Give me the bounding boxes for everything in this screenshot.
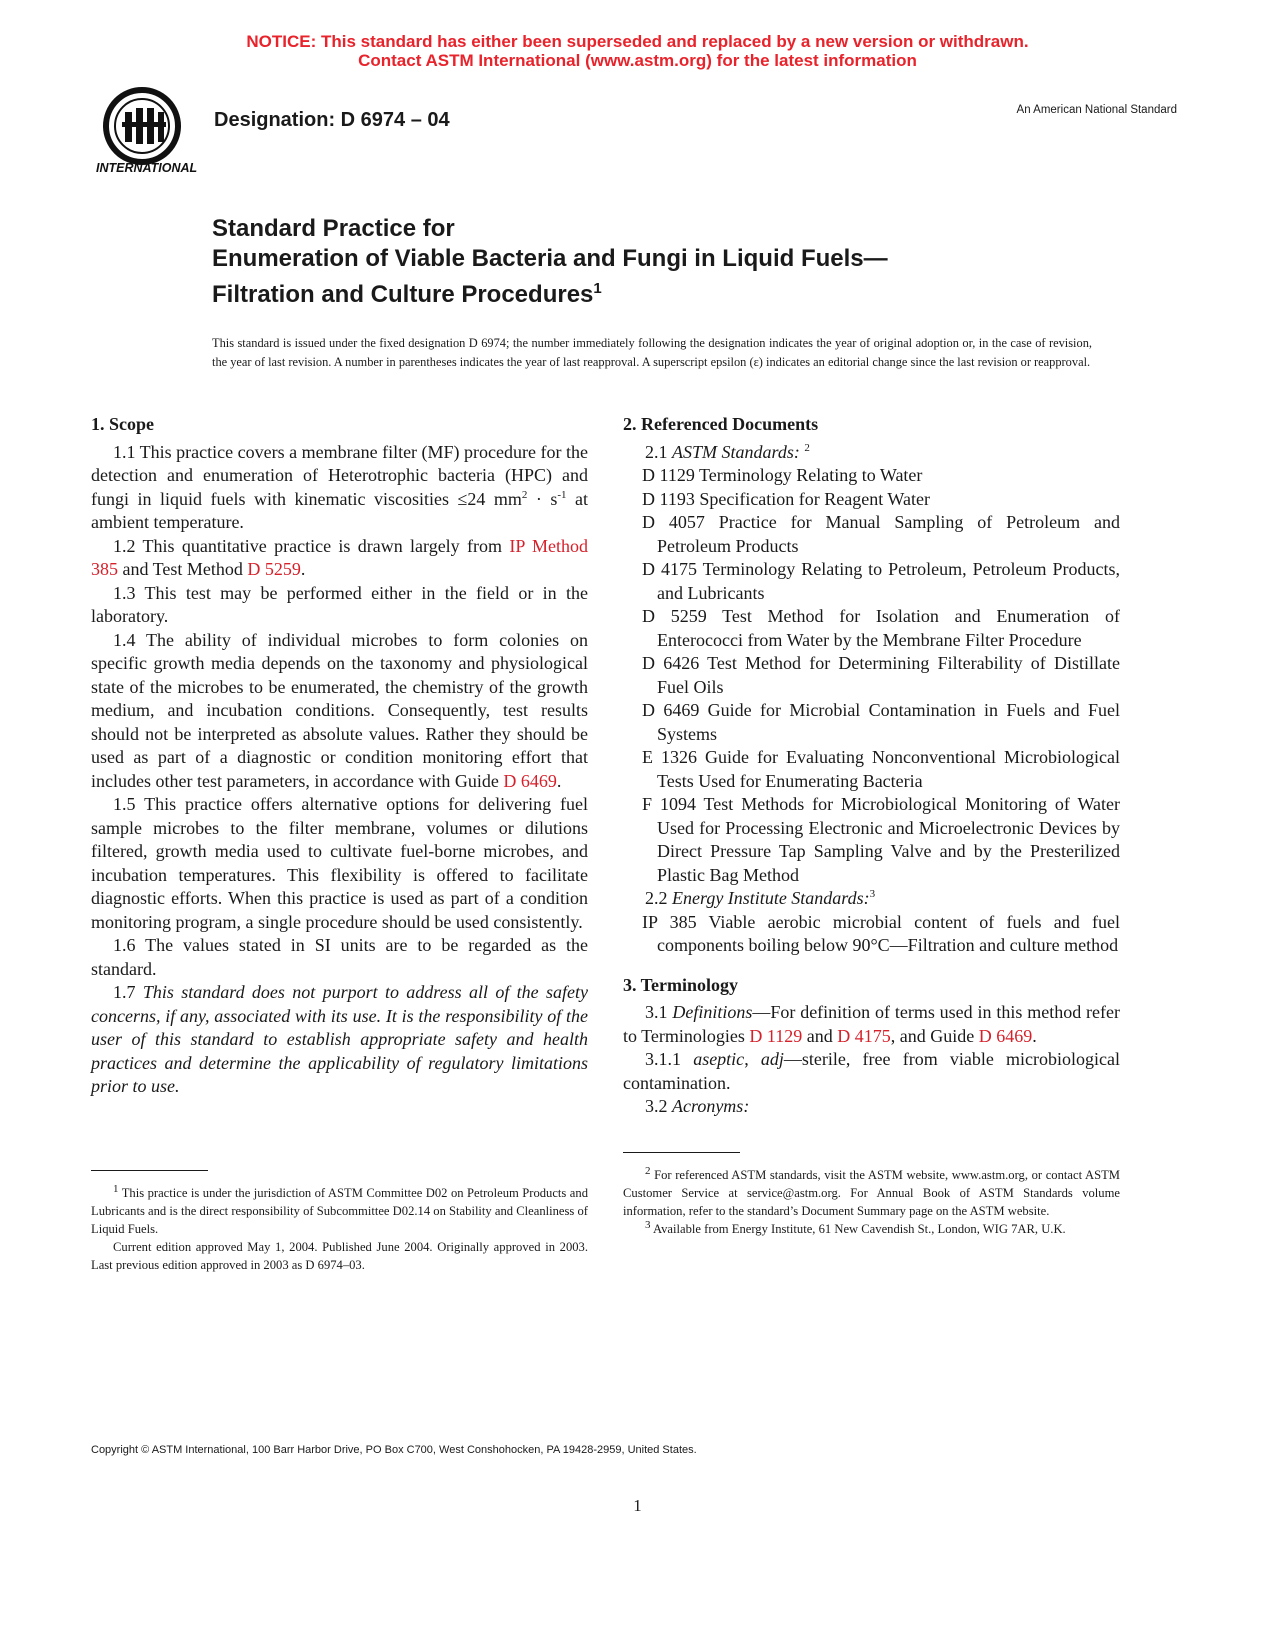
footnotes-left xyxy=(91,1184,588,1274)
link-d6469[interactable]: D 6469 xyxy=(503,770,557,791)
ref-item: D 5259 Test Method for Isolation and Enumeration of Enterococci from Water by the Membrane Filter Procedure xyxy=(642,606,1120,650)
footnote-rule-left xyxy=(91,1170,208,1171)
footnote-2-text: For referenced ASTM standards, visit the ASTM website, www.astm.org, or contact ASTM Customer Service at service@astm.org. For Annual Book of ASTM Standards volume information, refer to the standard’s Document Summary page on the ASTM website. xyxy=(623,1168,1120,1218)
para-1-3: 1.3 This test may be performed either in the field or in the laboratory. xyxy=(91,582,588,626)
link-d1129[interactable]: D 1129 xyxy=(749,1025,803,1046)
para-1-1-end: at ambient temperature. xyxy=(91,488,588,532)
para-1-1-mid: · s xyxy=(527,488,558,509)
para-3-1-label: Definitions xyxy=(672,1002,753,1022)
document-title xyxy=(212,214,888,310)
para-2-2-num: 2.2 xyxy=(645,888,672,908)
link-ip-385[interactable]: IP Method 385 xyxy=(91,535,588,579)
para-1-2-c: . xyxy=(300,559,306,579)
notice-line-1: NOTICE: This standard has either been superseded and replaced by a new version or withdrawn. xyxy=(246,32,1029,51)
para-3-1-1-num: 3.1.1 xyxy=(645,1049,694,1069)
notice-line-2: Contact ASTM International (www.astm.org) for the latest information xyxy=(358,51,917,70)
para-3-1-a: —For definition of terms used in this method refer to Terminologies xyxy=(623,1002,1120,1046)
title-footnote-mark: 1 xyxy=(593,280,602,297)
para-1-2-a: 1.2 This quantitative practice is drawn largely from xyxy=(113,535,510,556)
issue-note: This standard is issued under the fixed designation D 6974; the number immediately following the designation indicates the year of original adoption or, in the case of revision, the year of last revision. A number in parentheses indicates the year of last reapproval. A superscript epsilon (ε) indicates an editorial change since the last revision or reapproval. xyxy=(212,336,1092,369)
ref-item: D 1193 Specification for Reagent Water xyxy=(642,488,930,509)
section-referenced-heading: 2. Referenced Documents xyxy=(623,414,819,434)
para-2-1-label: ASTM Standards: xyxy=(672,441,800,462)
para-1-7 xyxy=(91,981,588,1099)
para-2-2 xyxy=(623,887,1120,911)
ref-item: D 6426 Test Method for Determining Filterability of Distillate Fuel Oils xyxy=(642,653,1120,697)
title-line-2: Enumeration of Viable Bacteria and Fungi in Liquid Fuels— xyxy=(212,245,888,272)
ref-item: F 1094 Test Methods for Microbiological Monitoring of Water Used for Processing Electronic and Microelectronic Devices by Direct Pressure Tap Sampling Valve and by the Presterilized Plastic Bag Method xyxy=(642,794,1120,885)
copyright: Copyright © ASTM International, 100 Barr Harbor Drive, PO Box C700, West Conshohocken, PA 19428-2959, United States. xyxy=(91,1444,697,1456)
ref-item: D 4057 Practice for Manual Sampling of Petroleum and Petroleum Products xyxy=(642,512,1120,556)
para-1-4-b: . xyxy=(556,770,562,791)
para-2-1-sup: 2 xyxy=(804,441,810,454)
link-d6469-guide[interactable]: D 6469 xyxy=(978,1025,1033,1046)
ref-item: E 1326 Guide for Evaluating Nonconventional Microbiological Tests Used for Enumerating Bacteria xyxy=(642,747,1120,791)
para-1-1-sup2: -1 xyxy=(557,488,567,501)
footnote-3 xyxy=(623,1220,1120,1238)
para-3-2-label: Acronyms: xyxy=(672,1096,750,1116)
footnote-1-edition: Current edition approved May 1, 2004. Published June 2004. Originally approved in 2003. Last previous edition approved in 2003 as D 6974–03. xyxy=(91,1240,588,1272)
national-standard-label: An American National Standard xyxy=(1016,104,1177,116)
para-1-2-b: and Test Method xyxy=(118,559,248,579)
title-line-3-text: Filtration and Culture Procedures xyxy=(212,281,594,308)
ref-item: D 4175 Terminology Relating to Petroleum, Petroleum Products, and Lubricants xyxy=(642,559,1120,603)
para-1-1-text: 1.1 This practice covers a membrane filter (MF) procedure for the detection and enumeration of Heterotrophic bacteria (HPC) and fungi in liquid fuels with kinematic viscosities ≤24 mm xyxy=(91,441,588,509)
footnote-1-text: This practice is under the jurisdiction of ASTM Committee D02 on Petroleum Products and Lubricants and is the direct responsibility of Subcommittee D02.14 on Stability and Cleanliness of Liquid Fuels. xyxy=(91,1186,588,1236)
para-1-7-num: 1.7 xyxy=(113,982,143,1002)
footnote-rule-right xyxy=(623,1152,740,1153)
ref-item: D 1129 Terminology Relating to Water xyxy=(642,465,923,485)
referenced-list xyxy=(623,464,1120,887)
astm-logo-icon xyxy=(92,86,198,182)
link-d4175[interactable]: D 4175 xyxy=(837,1025,891,1046)
para-3-1-1-sep: , xyxy=(744,1049,761,1069)
para-1-5: 1.5 This practice offers alternative options for delivering fuel sample microbes to the filter membrane, volumes or dilutions filtered, growth media used to cultivate fuel-borne microbes, and incubation temperatures. This flexibility is offered to facilitate diagnostic efforts. When this practice is used as part of a condition monitoring program, a single procedure should be used consistently. xyxy=(91,794,588,932)
para-2-1-num: 2.1 xyxy=(645,441,672,462)
section-scope-heading: 1. Scope xyxy=(91,414,154,434)
para-2-2-sup: 3 xyxy=(869,888,876,900)
footnotes-right xyxy=(623,1166,1120,1238)
para-1-7-text: This standard does not purport to address all of the safety concerns, if any, associated with its use. It is the responsibility of the user of this standard to establish appropriate safety and health practices and determine the applicability of regulatory limitations prior to use. xyxy=(91,982,589,1096)
title-line-1: Standard Practice for xyxy=(212,215,455,242)
para-3-1-b: and xyxy=(802,1025,838,1046)
para-3-1 xyxy=(623,1001,1120,1048)
astm-logo xyxy=(92,86,198,182)
link-d5259[interactable]: D 5259 xyxy=(247,559,301,579)
para-3-1-1 xyxy=(623,1048,1120,1095)
para-3-2-num: 3.2 xyxy=(645,1096,672,1116)
para-3-1-d: . xyxy=(1032,1025,1037,1046)
section-terminology-heading: 3. Terminology xyxy=(623,974,739,995)
notice-banner xyxy=(0,32,1275,70)
para-1-1-sup1: 2 xyxy=(521,488,528,501)
right-column xyxy=(623,413,1120,1119)
para-1-2 xyxy=(91,535,588,582)
footnote-1-mark: 1 xyxy=(113,1182,119,1195)
para-1-1 xyxy=(91,441,588,535)
para-2-1 xyxy=(623,441,1120,465)
para-3-2 xyxy=(623,1095,1120,1119)
para-1-4-a: 1.4 The ability of individual microbes to form colonies on specific growth media depends on the taxonomy and physiological state of the microbes to be enumerated, the chemistry of the growth medium, and incubation conditions. Consequently, test results should not be interpreted as absolute values. Rather they should be used as part of a diagnostic or condition monitoring effort that includes other test parameters, in accordance with Guide xyxy=(91,629,588,791)
designation: Designation: D 6974 – 04 xyxy=(214,109,450,131)
title-line-3 xyxy=(212,274,888,310)
ip-list xyxy=(623,911,1120,958)
para-3-1-num: 3.1 xyxy=(645,1002,673,1022)
para-2-2-label: Energy Institute Standards: xyxy=(672,888,870,908)
left-column xyxy=(91,413,588,1099)
ref-item: D 6469 Guide for Microbial Contamination in Fuels and Fuel Systems xyxy=(642,700,1120,744)
para-3-1-1-def: —sterile, free from viable microbiological contamination. xyxy=(623,1049,1121,1093)
logo-text: INTERNATIONAL xyxy=(96,161,198,175)
footnote-2-mark: 2 xyxy=(645,1164,651,1177)
ref-item-ip385: IP 385 Viable aerobic microbial content of fuels and fuel components boiling below 90°C—Filtration and culture method xyxy=(642,911,1120,955)
footnote-2 xyxy=(623,1166,1120,1220)
para-3-1-1-pos: adj xyxy=(760,1049,784,1069)
footnote-3-mark: 3 xyxy=(645,1218,651,1231)
para-1-6: 1.6 The values stated in SI units are to be regarded as the standard. xyxy=(91,935,588,979)
para-3-1-c: , and Guide xyxy=(890,1025,979,1046)
footnote-1 xyxy=(91,1184,588,1238)
para-1-4 xyxy=(91,629,588,794)
page-number: 1 xyxy=(633,1496,642,1515)
para-3-1-1-term: aseptic xyxy=(693,1049,745,1069)
footnote-3-text: Available from Energy Institute, 61 New Cavendish St., London, WIG 7AR, U.K. xyxy=(650,1222,1066,1236)
